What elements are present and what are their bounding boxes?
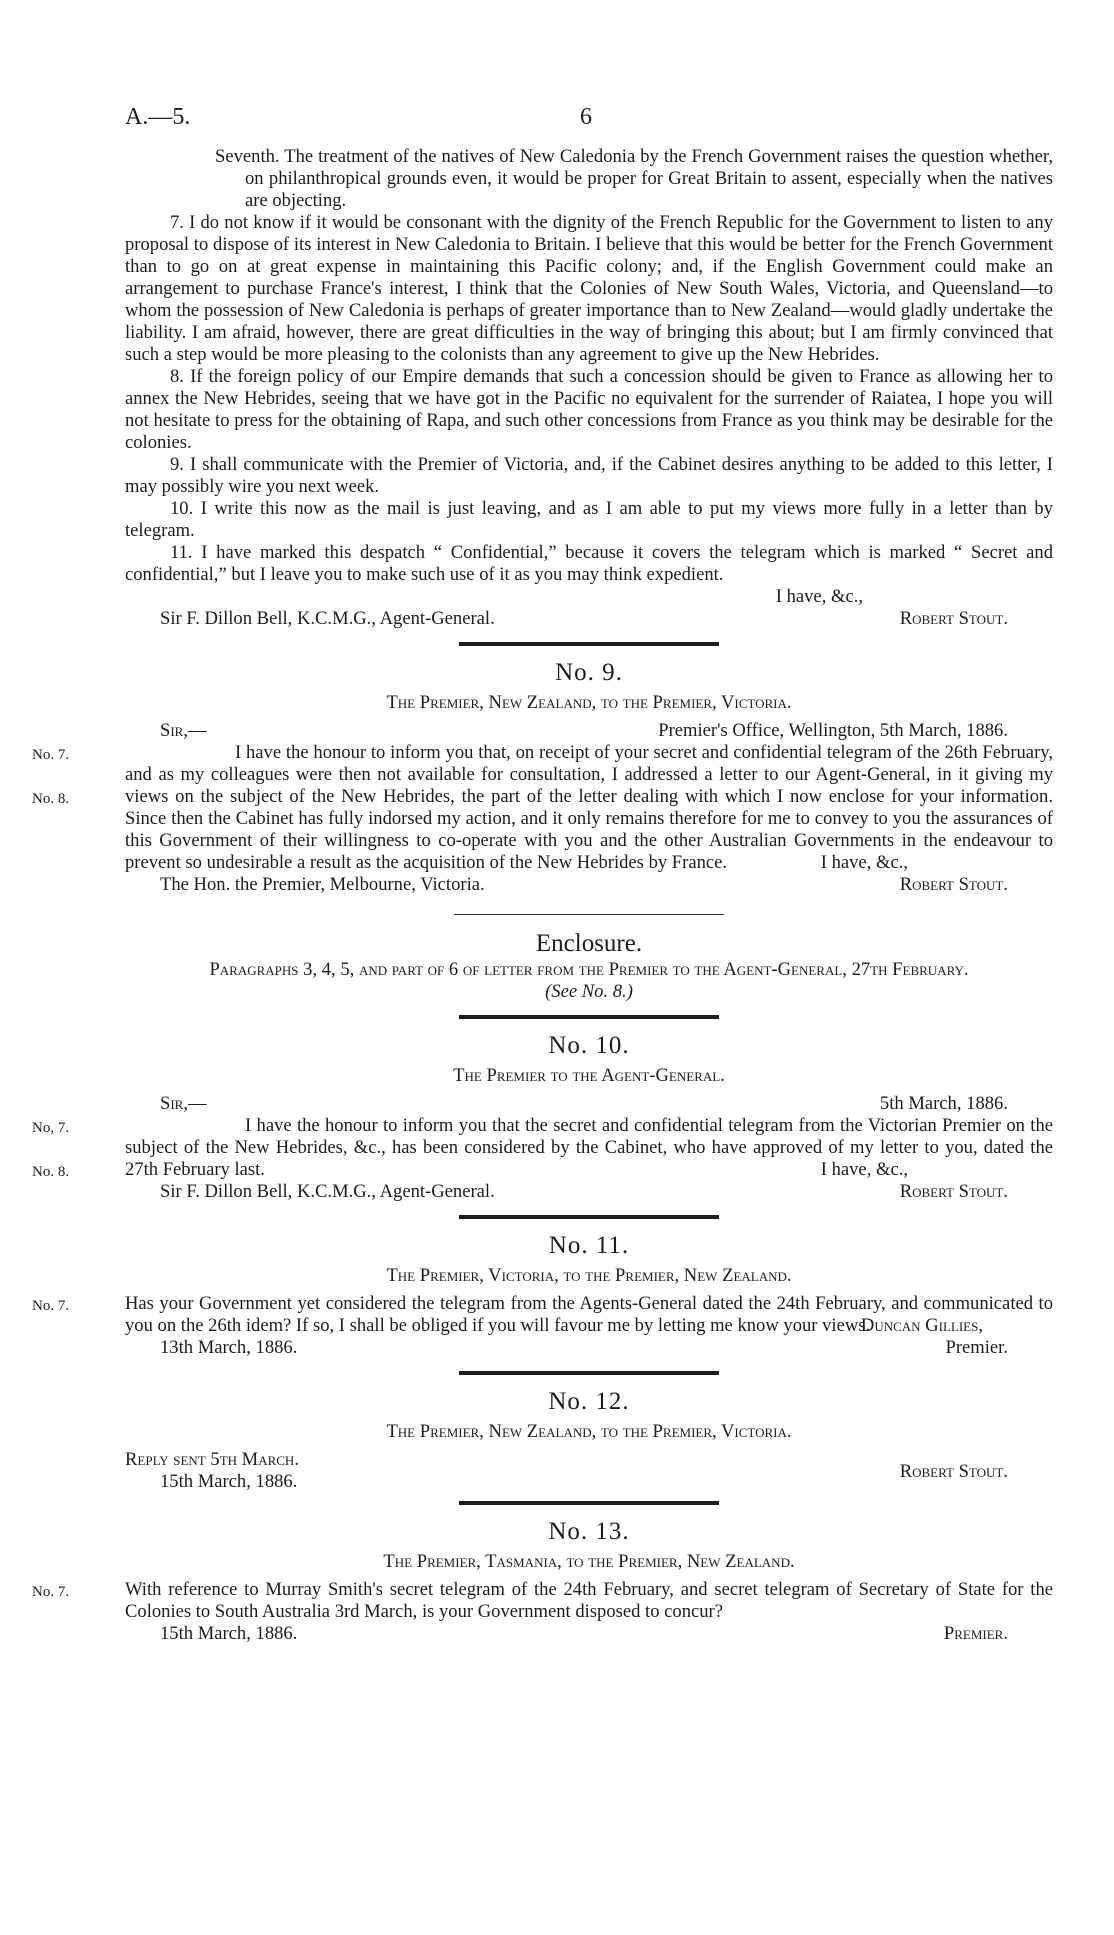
enclosure-text — [125, 959, 1053, 981]
salutation-row — [125, 1093, 1053, 1115]
signature: Premier. — [943, 1623, 1008, 1644]
signatory-title: Premier. — [945, 1337, 1008, 1358]
section-divider — [459, 1501, 719, 1505]
salutation: Sir,— — [160, 720, 207, 741]
section-divider — [454, 914, 724, 915]
enclosure-see: (See No. 8.) — [545, 981, 633, 1002]
paragraph-seventh: Seventh. The treatment of the natives of New Caledonia by the French Government raises the question whether, on philanthropical grounds even, it would be proper for Great Britain to assent, especially when the natives are objecting. — [215, 146, 1053, 211]
reply-note: Reply sent 5th March. — [125, 1449, 299, 1470]
section-divider — [459, 1371, 719, 1375]
page-header — [125, 106, 1053, 146]
telegram-body-block — [32, 1579, 1053, 1623]
date-row — [125, 1623, 1053, 1645]
document-page — [32, 0, 1053, 1645]
heading-no-12: No. 12. — [548, 1388, 630, 1415]
subtitle-no-11: The Premier, Victoria, to the Premier, New Zealand. — [386, 1265, 792, 1286]
closing: I have, &c., — [775, 586, 863, 607]
paragraph-10: 10. I write this now as the mail is just leaving, and as I am able to put my views more fully in a letter than by telegram. — [125, 498, 1053, 541]
signature: Robert Stout. — [899, 608, 1008, 629]
date: 13th March, 1886. — [160, 1337, 298, 1358]
enclosure-heading: Enclosure. — [535, 930, 643, 957]
telegram-body: With reference to Murray Smith's secret telegram of the 24th February, and secret telegram of Secretary of State for the Colonies to South Australia 3rd March, is your Government disposed to concur? — [125, 1579, 1053, 1622]
date: 15th March, 1886. — [160, 1471, 298, 1492]
closing-row — [125, 1159, 1053, 1181]
paragraph-7: 7. I do not know if it would be consonant with the dignity of the French Republic for the Government to listen to any proposal to dispose of its interest in New Caledonia to Britain. I believe that this would be better for the French Government than to go on at great expense in maintaining this Pacific colony; and, if the English Government could make an arrangement to purchase France's interest, I think that the Colonies of New South Wales, Victoria, and Queensland—to whom the possession of New Caledonia is perhaps of greater importance than to New Zealand—would gladly undertake the liability. I am afraid, however, there are great difficulties in the way of bringing this about; but I am firmly convinced that such a step would be more pleasing to the colonists than any agreement to give up the New Hebrides. — [125, 212, 1053, 365]
heading-no-11: No. 11. — [548, 1232, 630, 1259]
date: 15th March, 1886. — [160, 1623, 298, 1644]
signature: Duncan Gillies, — [860, 1315, 983, 1336]
subtitle-no-10: The Premier to the Agent-General. — [453, 1065, 725, 1086]
date-row — [125, 1461, 1053, 1493]
closing: I have, &c., — [820, 1159, 908, 1180]
heading-no-9: No. 9. — [555, 659, 623, 686]
place-date: Premier's Office, Wellington, 5th March, 1886. — [658, 720, 1008, 741]
letter-body: I have the honour to inform you that the secret and confidential telegram from the Victorian Premier on the subject of the New Hebrides, &c., has been considered by the Cabinet, who have approved of my letter to you, dated the 27th February last. — [125, 1115, 1053, 1180]
addressee-row — [125, 874, 1053, 896]
addressee: Sir F. Dillon Bell, K.C.M.G., Agent-General. — [160, 1181, 495, 1202]
salutation: Sir,— — [160, 1093, 207, 1114]
subtitle-no-12: The Premier, New Zealand, to the Premier, Victoria. — [386, 1421, 792, 1442]
closing-row — [125, 586, 1053, 608]
signature-row — [125, 1315, 1053, 1337]
signature: Robert Stout. — [899, 1461, 1008, 1482]
paragraph-11: 11. I have marked this despatch “ Confidential,” because it covers the telegram which is marked “ Secret and confidential,” but I leave you to make such use of it as you may think expedient. — [125, 542, 1053, 585]
addressee-row — [125, 608, 1053, 630]
section-divider — [459, 1015, 719, 1019]
telegram-body: Has your Government yet considered the telegram from the Agents-General dated the 24th February, and communicated to you on the 26th idem? If so, I shall be obliged if you will favour me by letting me know your views. — [125, 1293, 1053, 1336]
letter-body: I have the honour to inform you that, on receipt of your secret and confidential telegram of the 26th February, and as my colleagues were then not available for consultation, I addressed a letter to our Agent-General, in it giving my views on the subject of the New Hebrides, the part of the letter dealing with which I now enclose for your information. Since then the Cabinet has fully indorsed my action, and it only remains therefore for me to convey to you the assurances of this Government of their willingness to co-operate with you and the other Australian Governments in the endeavour to prevent so undesirable a result as the acquisition of the New Hebrides by France. — [125, 742, 1053, 873]
signature: Robert Stout. — [899, 874, 1008, 895]
paragraph-8: 8. If the foreign policy of our Empire demands that such a concession should be given to France as allowing her to annex the New Hebrides, seeing that we have got in the Pacific no equivalent for the surrender of Raiatea, I hope you will not hesitate to press for the obtaining of Rapa, and such other concessions from France as you think may be desirable for the colonies. — [125, 366, 1053, 453]
margin-note: No. 8. — [32, 1164, 70, 1180]
subtitle-no-13: The Premier, Tasmania, to the Premier, New Zealand. — [383, 1551, 795, 1572]
margin-note: No. 7. — [32, 1298, 70, 1314]
salutation-row — [125, 720, 1053, 742]
addressee: Sir F. Dillon Bell, K.C.M.G., Agent-General. — [160, 608, 495, 629]
signature: Robert Stout. — [899, 1181, 1008, 1202]
date: 5th March, 1886. — [879, 1093, 1008, 1114]
date-row — [125, 1337, 1053, 1359]
section-divider — [459, 642, 719, 646]
enclosure-description: Paragraphs 3, 4, 5, and part of 6 of letter from the Premier to the Agent-General, 27th February. — [209, 959, 969, 980]
document-reference: A.—5. — [125, 104, 191, 130]
heading-no-10: No. 10. — [548, 1032, 630, 1059]
closing-row — [125, 852, 1053, 874]
addressee-row — [125, 1181, 1053, 1203]
addressee: The Hon. the Premier, Melbourne, Victoria. — [160, 874, 485, 895]
page-number: 6 — [580, 104, 592, 130]
margin-note: No. 7. — [32, 1584, 70, 1600]
heading-no-13: No. 13. — [548, 1518, 630, 1545]
closing: I have, &c., — [820, 852, 908, 873]
margin-note: No. 7. — [32, 747, 70, 763]
section-divider — [459, 1215, 719, 1219]
margin-note: No, 7. — [32, 1120, 70, 1136]
paragraph-9: 9. I shall communicate with the Premier of Victoria, and, if the Cabinet desires anything to be added to this letter, I may possibly wire you next week. — [125, 454, 1053, 497]
subtitle-no-9: The Premier, New Zealand, to the Premier, Victoria. — [386, 692, 792, 713]
margin-note: No. 8. — [32, 791, 70, 807]
